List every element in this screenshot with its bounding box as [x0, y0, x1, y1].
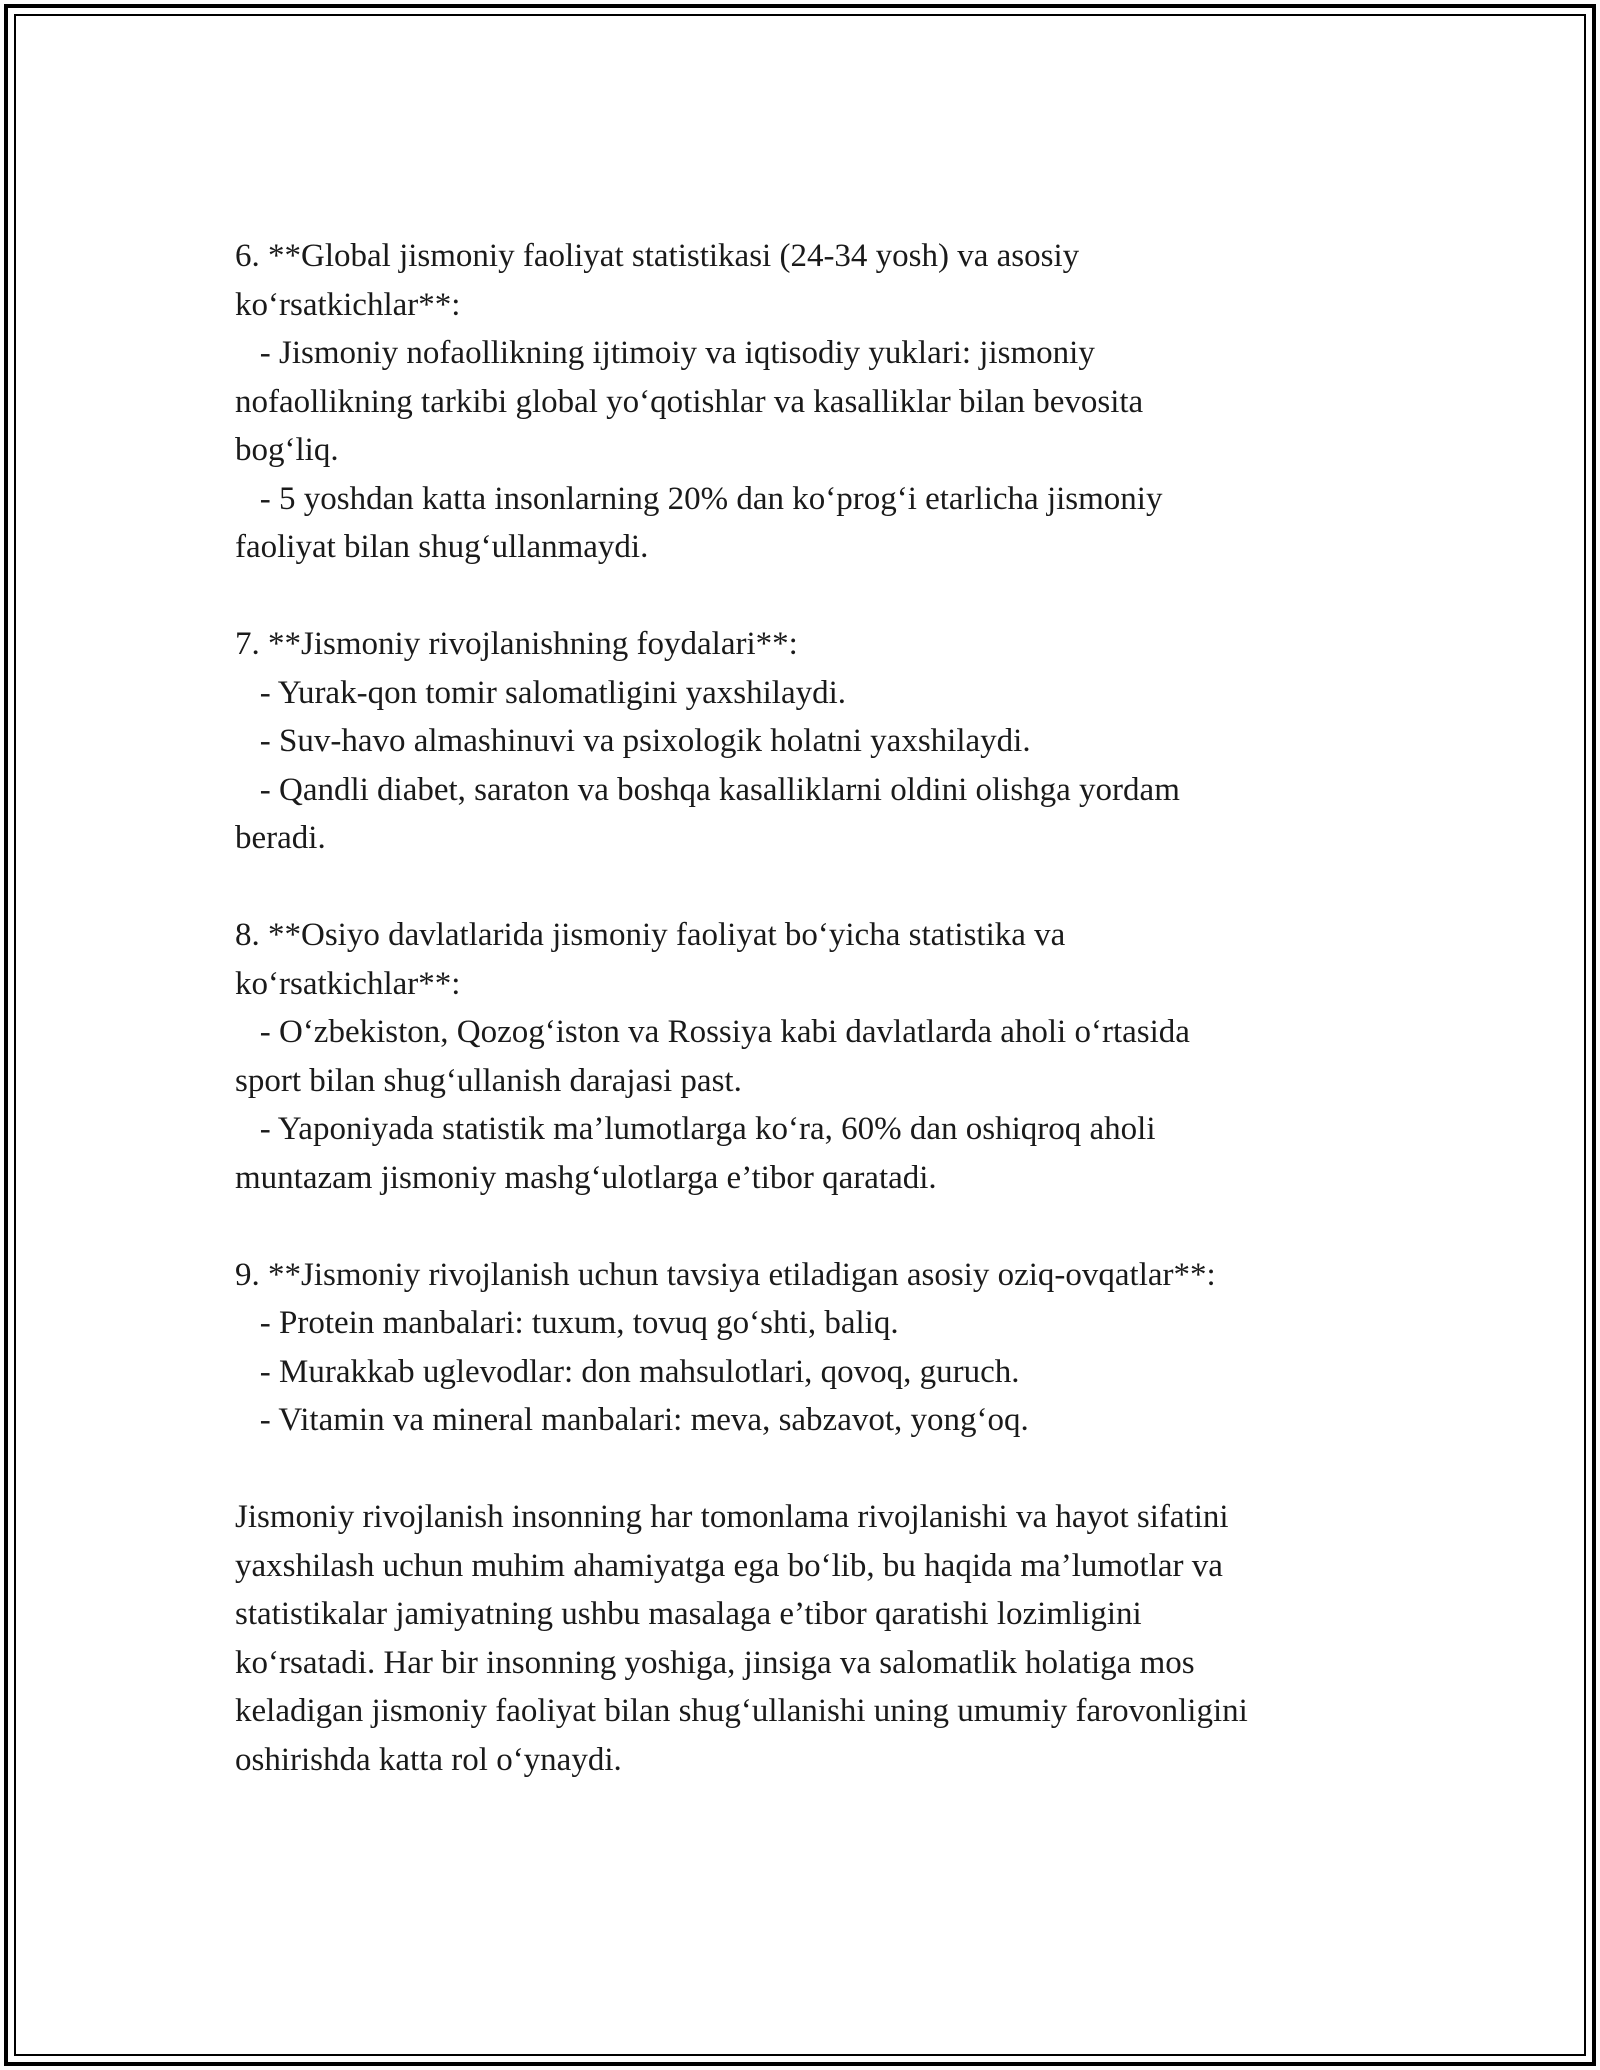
section-heading: 7. **Jismoniy rivojlanishning foydalari**: — [235, 626, 798, 662]
section-heading: 9. **Jismoniy rivojlanish uchun tavsiya etiladigan asosiy oziq-ovqatlar**: — [235, 1256, 1216, 1293]
bullet-item-continued: bog‘liq. — [235, 432, 339, 468]
section-8-asia-statistics — [235, 911, 1365, 1202]
bullet-item-continued: faoliyat bilan shug‘ullanmaydi. — [235, 529, 649, 565]
paragraph-gap — [235, 1445, 1365, 1494]
bullet-item-continued: muntazam jismoniy mashg‘ulotlarga e’tibor qaratadi. — [235, 1159, 937, 1196]
paragraph-line: Jismoniy rivojlanish insonning har tomonlama rivojlanishi va hayot sifatini — [235, 1499, 1229, 1535]
bullet-item-continued: sport bilan shug‘ullanish darajasi past. — [235, 1062, 742, 1099]
bullet-item-continued: beradi. — [235, 820, 326, 856]
bullet-item: - Qandli diabet, saraton va boshqa kasalliklarni oldini olishga yordam — [235, 771, 1180, 808]
paragraph-line: yaxshilash uchun muhim ahamiyatga ega bo‘lib, bu haqida ma’lumotlar va — [235, 1547, 1223, 1584]
section-heading-continued: ko‘rsatkichlar**: — [235, 965, 461, 1002]
section-heading: 6. **Global jismoniy faoliyat statistikasi (24-34 yosh) va asosiy — [235, 238, 1080, 274]
paragraph-line: oshirishda katta rol o‘ynaydi. — [235, 1741, 622, 1778]
bullet-item: - 5 yoshdan katta insonlarning 20% dan ko‘prog‘i etarlicha jismoniy — [235, 480, 1163, 517]
conclusion-paragraph — [235, 1493, 1365, 1784]
paragraph-line: keladigan jismoniy faoliyat bilan shug‘ullanishi uning umumiy farovonligini — [235, 1693, 1248, 1729]
bullet-item: - Vitamin va mineral manbalari: meva, sabzavot, yong‘oq. — [235, 1402, 1029, 1438]
section-9-foods — [235, 1251, 1365, 1445]
paragraph-gap — [235, 863, 1365, 912]
bullet-item: - Murakkab uglevodlar: don mahsulotlari, qovoq, guruch. — [235, 1353, 1020, 1390]
bullet-item-continued: nofaollikning tarkibi global yo‘qotishlar va kasalliklar bilan bevosita — [235, 383, 1144, 420]
paragraph-gap — [235, 572, 1365, 621]
bullet-item: - Suv-havo almashinuvi va psixologik holatni yaxshilaydi. — [235, 723, 1031, 759]
bullet-item: - Yurak-qon tomir salomatligini yaxshilaydi. — [235, 674, 847, 711]
bullet-item: - Yaponiyada statistik ma’lumotlarga ko‘ra, 60% dan oshiqroq aholi — [235, 1111, 1156, 1147]
section-6-global-statistics — [235, 232, 1365, 572]
document-body — [235, 232, 1365, 1784]
bullet-item: - O‘zbekiston, Qozog‘iston va Rossiya kabi davlatlarda aholi o‘rtasida — [235, 1014, 1190, 1050]
paragraph-gap — [235, 1202, 1365, 1251]
bullet-item: - Jismoniy nofaollikning ijtimoiy va iqtisodiy yuklari: jismoniy — [235, 335, 1095, 371]
paragraph-line: ko‘rsatadi. Har bir insonning yoshiga, jinsiga va salomatlik holatiga mos — [235, 1644, 1195, 1681]
paragraph-line: statistikalar jamiyatning ushbu masalaga e’tibor qaratishi lozimligini — [235, 1596, 1142, 1632]
section-heading-continued: ko‘rsatkichlar**: — [235, 286, 461, 323]
bullet-item: - Protein manbalari: tuxum, tovuq go‘shti, baliq. — [235, 1305, 899, 1341]
section-7-benefits — [235, 620, 1365, 863]
section-heading: 8. **Osiyo davlatlarida jismoniy faoliyat bo‘yicha statistika va — [235, 917, 1066, 953]
